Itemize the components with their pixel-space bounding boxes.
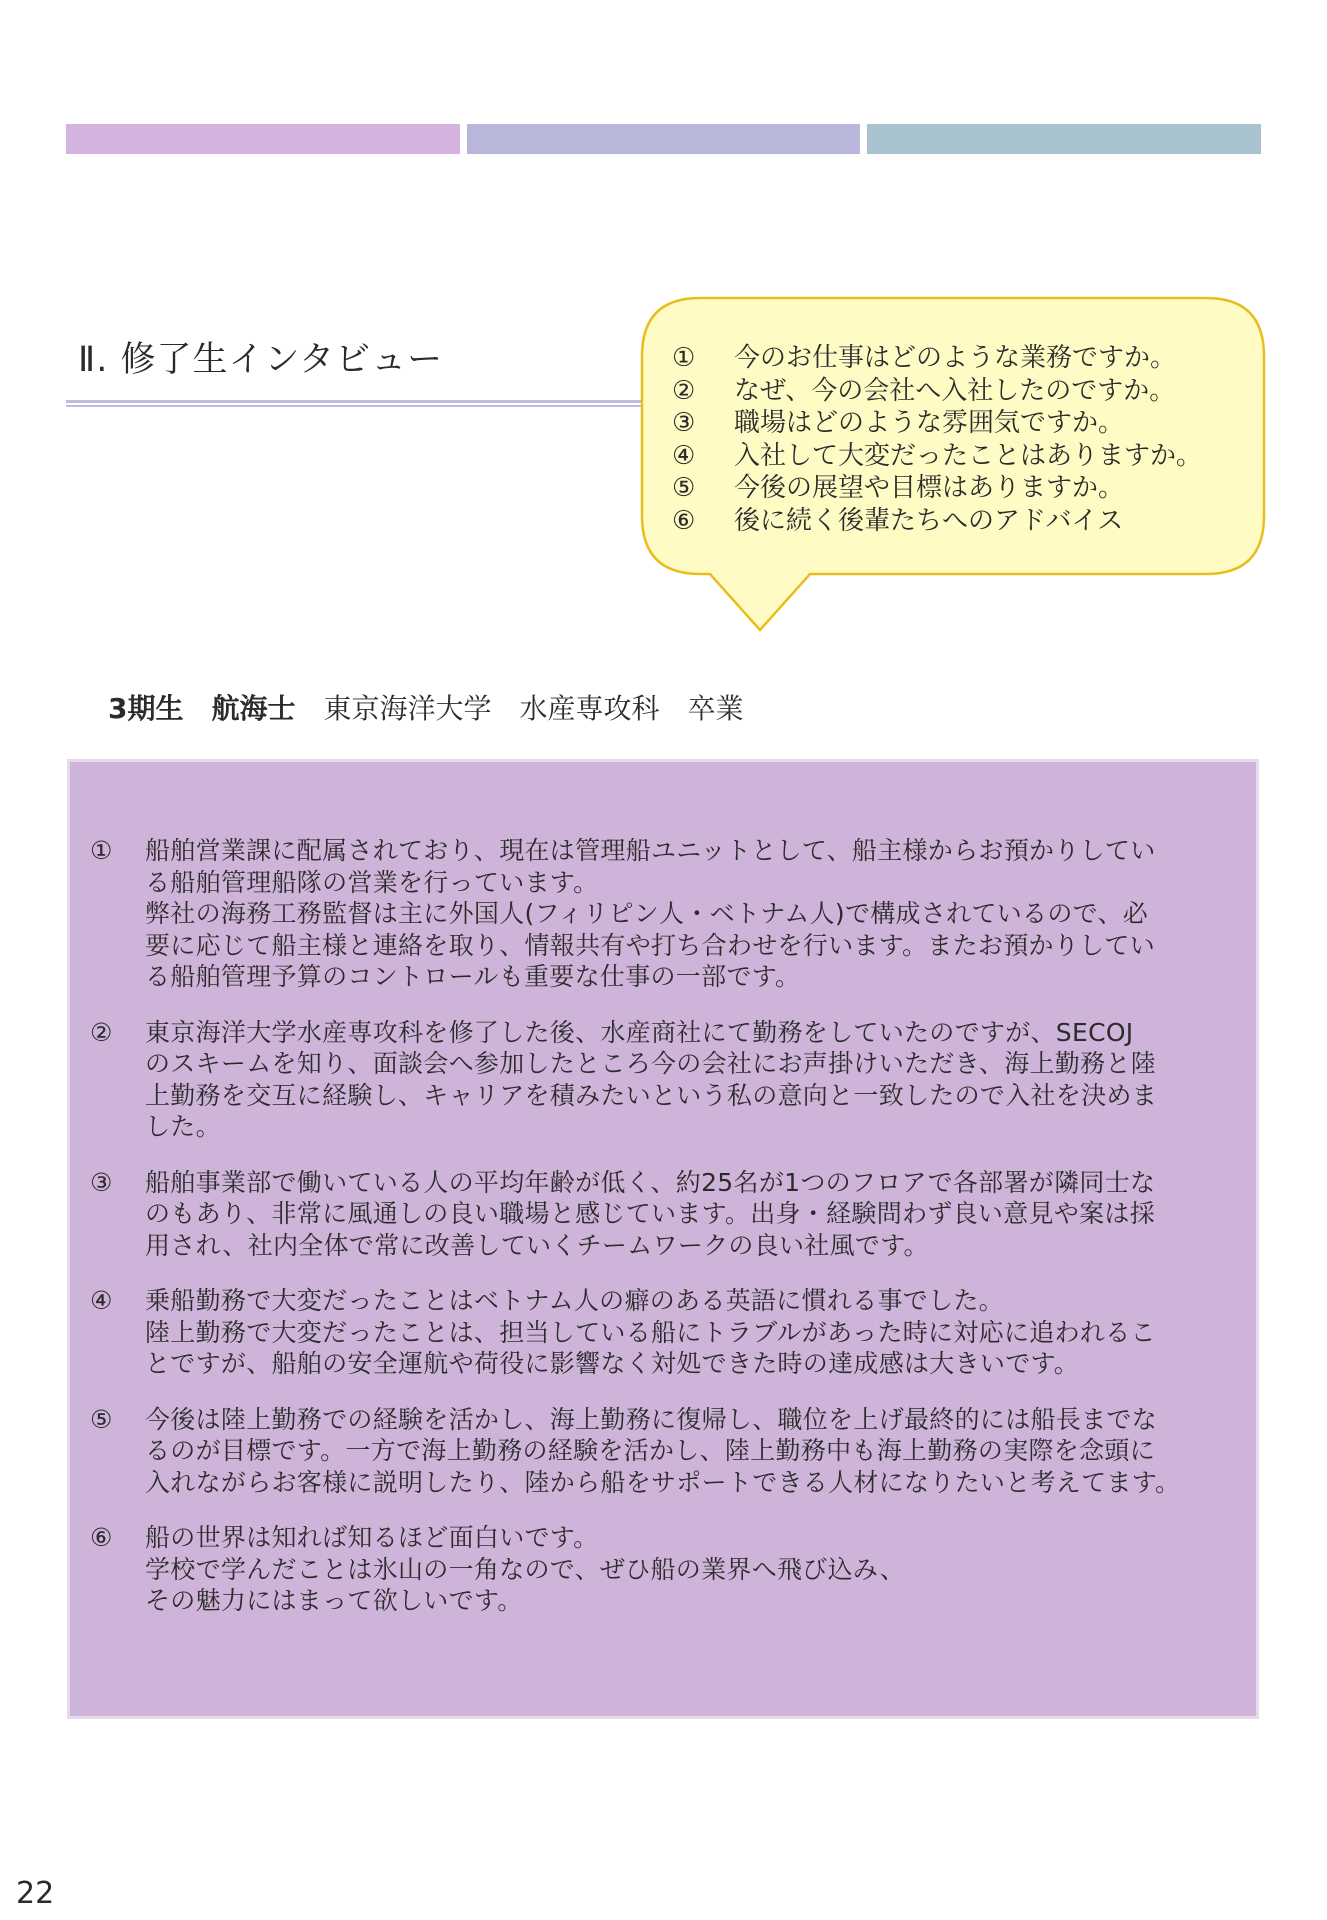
- answer-item: [90, 835, 1180, 993]
- answer-line: 弊社の海務工務監督は主に外国人(フィリピン人・ベトナム人)で構成されているので、必: [145, 899, 1149, 928]
- answer-line: るのが目標です。一方で海上勤務の経験を活かし、陸上勤務中も海上勤務の実際を念頭に: [145, 1436, 1156, 1465]
- answer-item: [90, 1167, 1180, 1262]
- answer-line: 船舶事業部で働いている人の平均年齢が低く、約25名が1つのフロアで各部署が隣同士な: [145, 1167, 1156, 1197]
- interviewee-profile: [108, 687, 744, 727]
- header-bar-3: [867, 124, 1261, 154]
- answer-line: 船舶営業課に配属されており、現在は管理船ユニットとして、船主様からお預かりしてい: [145, 836, 1156, 865]
- answer-line: のスキームを知り、面談会へ参加したところ今の会社にお声掛けいただき、海上勤務と陸: [145, 1049, 1157, 1078]
- answer-line: のもあり、非常に風通しの良い職場と感じています。出身・経験問わず良い意見や案は採: [145, 1199, 1156, 1228]
- answer-line: した。: [145, 1112, 221, 1141]
- answer-line: 東京海洋大学水産専攻科を修了した後、水産商社にて勤務をしていたのですが、SECOJ: [145, 1017, 1134, 1047]
- answer-line: る船舶管理予算のコントロールも重要な仕事の一部です。: [145, 962, 801, 991]
- answer-item: [90, 1285, 1180, 1380]
- interviewee-school: 東京海洋大学 水産専攻科 卒業: [323, 692, 744, 725]
- answer-text: [145, 1285, 1180, 1380]
- header-bar-1: [66, 124, 460, 154]
- question-list: [672, 342, 1202, 537]
- question-item: ① 今のお仕事はどのような業務ですか。: [672, 343, 1177, 373]
- header-bar-2: [467, 124, 860, 154]
- answer-line: その魅力にはまって欲しいです。: [145, 1586, 523, 1615]
- answer-line: 今後は陸上勤務での経験を活かし、海上勤務に復帰し、職位を上げ最終的には船長までな: [145, 1404, 1158, 1434]
- answer-panel: [67, 759, 1259, 1719]
- answer-line: 船の世界は知れば知るほど面白いです。: [145, 1523, 599, 1552]
- answer-text: [145, 1522, 1180, 1617]
- page-number: 22: [16, 1876, 55, 1911]
- answer-item: [90, 1404, 1180, 1499]
- answer-number: ⑥: [90, 1523, 113, 1552]
- section-title: Ⅱ. 修了生インタビュー: [78, 340, 444, 380]
- answer-number: ①: [90, 836, 113, 865]
- answer-text: [145, 1167, 1180, 1262]
- question-item: ④ 入社して大変だったことはありますか。: [672, 440, 1203, 471]
- question-item: ⑤ 今後の展望や目標はありますか。: [672, 473, 1125, 503]
- question-item: ② なぜ、今の会社へ入社したのですか。: [672, 375, 1176, 406]
- answer-list: [90, 835, 1180, 1641]
- answer-number: ②: [90, 1017, 113, 1047]
- answer-item: [90, 1522, 1180, 1617]
- question-item: ③ 職場はどのような雰囲気ですか。: [672, 408, 1125, 438]
- answer-line: る船舶管理船隊の営業を行っています。: [145, 867, 599, 897]
- question-item: ⑥ 後に続く後輩たちへのアドバイス: [672, 505, 1124, 536]
- answer-line: 学校で学んだことは氷山の一角なので、ぜひ船の業界へ飛び込み、: [145, 1554, 906, 1584]
- answer-line: 乗船勤務で大変だったことはベトナム人の癖のある英語に慣れる事でした。: [145, 1286, 1004, 1315]
- answer-text: [145, 1404, 1180, 1499]
- answer-number: ③: [90, 1167, 113, 1197]
- answer-number: ⑤: [90, 1404, 113, 1434]
- answer-number: ④: [90, 1286, 113, 1315]
- answer-line: とですが、船舶の安全運航や荷役に影響なく対処できた時の達成感は大きいです。: [145, 1349, 1080, 1378]
- interviewee-role: 3期生 航海士: [108, 692, 296, 725]
- title-underline: [66, 400, 666, 407]
- answer-item: [90, 1017, 1180, 1143]
- answer-line: 入れながらお客様に説明したり、陸から船をサポートできる人材になりたいと考えてます。: [145, 1467, 1181, 1497]
- answer-line: 陸上勤務で大変だったことは、担当している船にトラブルがあった時に対応に追われるこ: [145, 1317, 1156, 1347]
- answer-text: [145, 835, 1180, 993]
- answer-text: [145, 1017, 1180, 1143]
- answer-line: 用され、社内全体で常に改善していくチームワークの良い社風です。: [145, 1230, 929, 1260]
- answer-line: 要に応じて船主様と連絡を取り、情報共有や打ち合わせを行います。またお預かりしてい: [145, 930, 1156, 960]
- answer-line: 上勤務を交互に経験し、キャリアを積みたいという私の意向と一致したので入社を決めま: [145, 1080, 1158, 1110]
